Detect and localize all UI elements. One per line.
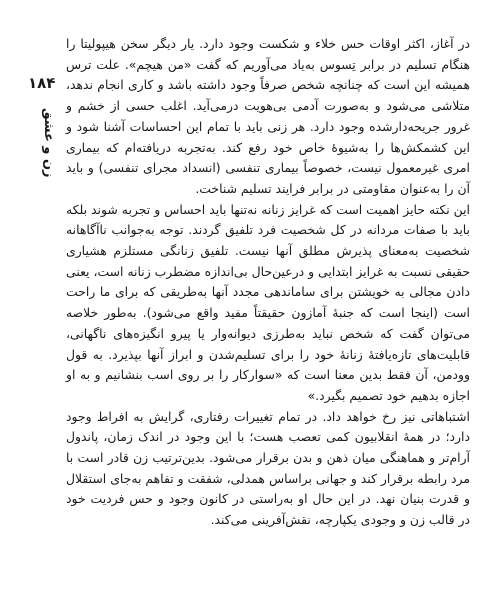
- page-number: ۱۸۴: [28, 74, 56, 92]
- paragraph-1: در آغاز، اکثر اوقات حس خلاء و شکست وجود دارد. یار دیگر سخن هیپولیتا را هنگام تسلیم در برابر تِسوس به‌یاد می‌آوریم که گفت «من هیچم». علت ترس همیشه این است که چنانچه شخص صرفاً وجود داشته باشد و کاری انجام ندهد، متلاشی می‌شود و به‌صورت آدمی بی‌هویت درمی‌آید. اغلب حسی از خشم و غرور جریحه‌دارشده وجود دارد. هر زنی باید با تمام این احساسات آشنا شود و این کشمکش‌ها را به‌شیوهٔ خاص خود رفع کند. به‌تجربه دریافته‌ام که بیماری امری غیرمعمول نیست، خصوصاً بیماری تنفسی (انسداد مجرای تنفسی) و باید آن را به‌عنوان مقاومتی در برابر فرایند تسلیم شناخت.: [66, 36, 470, 196]
- running-title: زن و عشق: [41, 108, 56, 178]
- body-text: [66, 34, 470, 531]
- paragraph-2: این نکته حایز اهمیت است که غرایز زنانه نه‌تنها باید احساس و تجربه شوند بلکه باید با صفات مردانه در کل شخصیت فرد تلفیق گردند. توجه به‌جوانب ناآگاهانه شخصیت به‌معنای پذیرش مطلق آنها نیست. تلفیق زنانگی مستلزم هشیاری حقیقی نسبت به غرایز ابتدایی و درعین‌حال بی‌اندازه مضطرب زنانه است، یعنی دادن مجالی به خویشتن برای ساماندهی مجدد آنها به‌طریقی که برای ما راحت است (اینجا است که جنبهٔ آمازون حقیقتاً مفید واقع می‌شود). به‌طور خلاصه می‌توان گفت که شخص نباید به‌طرزی دیوانه‌وار یا پیرو انگیزه‌های ناگهانی، قابلیت‌های تازه‌یافتهٔ زنانهٔ خود را برای تسلیم‌شدن و ابراز آنها بپذیرد. به قول وودمن، آن فقط بدین معنا است که «سوارکار را بر روی اسب بنشانیم و به او اجازه بدهیم خود تصمیم بگیرد.»: [66, 201, 470, 403]
- paragraph-3: اشتباهاتی نیز رخ خواهد داد. در تمام تغییرات رفتاری، گرایش به افراط وجود دارد؛ در همهٔ انقلابیون کمی تعصب هست؛ با این وجود در اندک زمان، پاندول آرام‌تر و هماهنگی میان ذهن و بدن برقرار می‌شود. بدین‌ترتیب زن قادر است با مرد رابطه برقرار کند و جهانی براساس همدلی، شفقت و تفاهم به‌جای استقلال و قدرت بنیان نهد. در این حال او به‌راستی در کانون وجود و حس فردیت خود در قالب زن و وجودی یکپارچه، نقش‌آفرینی می‌کند.: [66, 408, 470, 528]
